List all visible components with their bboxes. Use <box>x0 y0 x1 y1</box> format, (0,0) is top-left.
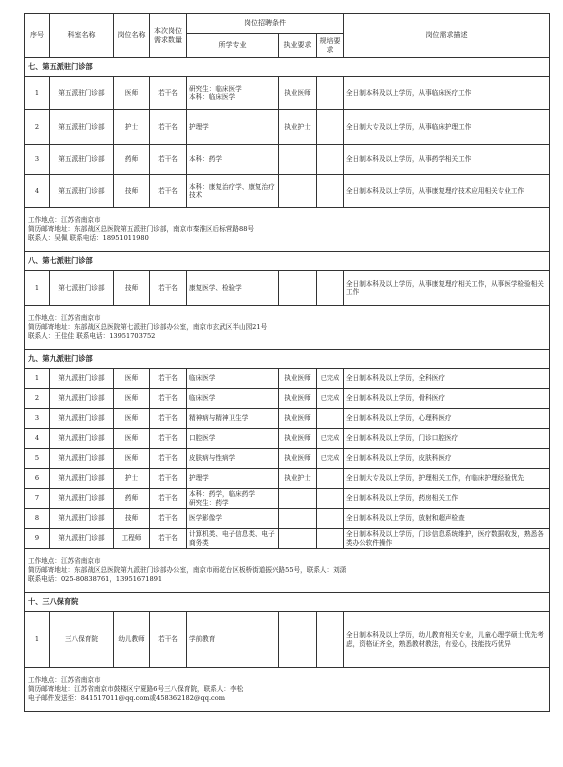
cell-license: 执业医师 <box>279 389 317 409</box>
cell-training <box>317 271 344 306</box>
cell-dept: 第九派驻门诊部 <box>50 489 114 509</box>
cell-no: 8 <box>25 509 50 529</box>
cell-no: 1 <box>25 612 50 668</box>
cell-dept: 第七派驻门诊部 <box>50 271 114 306</box>
cell-no: 7 <box>25 489 50 509</box>
cell-license: 执业医师 <box>279 77 317 110</box>
cell-description: 全日制本科及以上学历，心理科医疗 <box>344 409 550 429</box>
cell-no: 2 <box>25 389 50 409</box>
cell-post: 护士 <box>114 110 150 145</box>
cell-no: 1 <box>25 77 50 110</box>
cell-dept: 第九派驻门诊部 <box>50 529 114 549</box>
header-license: 执业要求 <box>279 34 317 58</box>
cell-post: 幼儿教师 <box>114 612 150 668</box>
table-row <box>25 409 550 429</box>
cell-training: 已完成 <box>317 429 344 449</box>
cell-count: 若干名 <box>150 509 187 529</box>
cell-post: 医师 <box>114 429 150 449</box>
cell-training <box>317 175 344 208</box>
cell-license <box>279 489 317 509</box>
cell-post: 护士 <box>114 469 150 489</box>
cell-count: 若干名 <box>150 77 187 110</box>
cell-description: 全日制本科及以上学历，门诊信息系统维护，医疗数据收发，熟悉各类办公软件操作 <box>344 529 550 549</box>
table-row <box>25 429 550 449</box>
contact-info-line: 联系电话：025-80838761，13951671891 <box>28 574 163 583</box>
table-row <box>25 529 550 549</box>
cell-count: 若干名 <box>150 429 187 449</box>
table-row <box>25 110 550 145</box>
header-post: 岗位名称 <box>114 14 150 58</box>
cell-training <box>317 489 344 509</box>
cell-dept: 第九派驻门诊部 <box>50 389 114 409</box>
cell-major: 口腔医学 <box>187 429 279 449</box>
cell-license: 执业护士 <box>279 110 317 145</box>
cell-training: 已完成 <box>317 449 344 469</box>
contact-info-line: 联系人：王佳佳 联系电话：13951703752 <box>28 331 156 340</box>
cell-major: 学前教育 <box>187 612 279 668</box>
section-contact-info <box>25 549 550 593</box>
cell-no: 4 <box>25 175 50 208</box>
cell-training <box>317 110 344 145</box>
section-header <box>25 252 550 271</box>
table-row <box>25 612 550 668</box>
cell-dept: 第九派驻门诊部 <box>50 469 114 489</box>
contact-info-cell <box>25 208 550 252</box>
cell-dept: 第五派驻门诊部 <box>50 175 114 208</box>
cell-count: 若干名 <box>150 175 187 208</box>
cell-license: 执业医师 <box>279 369 317 389</box>
cell-no: 3 <box>25 145 50 175</box>
cell-no: 2 <box>25 110 50 145</box>
header-dept: 科室名称 <box>50 14 114 58</box>
contact-info-line: 简历邮寄地址：江苏省南京市鼓楼区宁夏路6号三八保育院，联系人：李松 <box>28 685 244 694</box>
cell-no: 1 <box>25 271 50 306</box>
contact-info-line: 工作地点：江苏省南京市 <box>28 676 101 685</box>
cell-training <box>317 509 344 529</box>
contact-info-line: 工作地点：江苏省南京市 <box>28 216 101 225</box>
table-row <box>25 449 550 469</box>
cell-description: 全日制本科及以上学历，门诊口腔医疗 <box>344 429 550 449</box>
cell-description: 全日制本科及以上学历，骨科医疗 <box>344 389 550 409</box>
recruitment-table <box>24 13 550 712</box>
cell-description: 全日制本科及以上学历，药房相关工作 <box>344 489 550 509</box>
cell-major: 皮肤病与性病学 <box>187 449 279 469</box>
cell-dept: 第九派驻门诊部 <box>50 409 114 429</box>
cell-count: 若干名 <box>150 110 187 145</box>
cell-post: 技师 <box>114 175 150 208</box>
cell-license <box>279 175 317 208</box>
section-contact-info <box>25 668 550 712</box>
cell-major: 医学影像学 <box>187 509 279 529</box>
cell-no: 9 <box>25 529 50 549</box>
cell-license <box>279 612 317 668</box>
section-title: 七、第五派驻门诊部 <box>25 58 550 77</box>
cell-dept: 第五派驻门诊部 <box>50 77 114 110</box>
section-contact-info <box>25 306 550 350</box>
cell-dept: 第九派驻门诊部 <box>50 369 114 389</box>
cell-major: 计算机类、电子信息类、电子商务类 <box>187 529 279 549</box>
cell-post: 工程师 <box>114 529 150 549</box>
cell-count: 若干名 <box>150 409 187 429</box>
cell-training <box>317 469 344 489</box>
cell-description: 全日制本科及以上学历，幼儿教育相关专业，儿童心理学硕士优先考虑，资格证齐全，熟悉教材教法，有爱心，技能技巧优异 <box>344 612 550 668</box>
cell-major: 康复医学、检验学 <box>187 271 279 306</box>
cell-post: 医师 <box>114 77 150 110</box>
cell-post: 技师 <box>114 509 150 529</box>
cell-no: 1 <box>25 369 50 389</box>
cell-count: 若干名 <box>150 489 187 509</box>
cell-no: 3 <box>25 409 50 429</box>
cell-license <box>279 271 317 306</box>
cell-description: 全日制本科及以上学历，从事药学相关工作 <box>344 145 550 175</box>
cell-training: 已完成 <box>317 369 344 389</box>
section-title: 八、第七派驻门诊部 <box>25 252 550 271</box>
cell-major: 本科：药学，临床药学 研究生：药学 <box>187 489 279 509</box>
cell-training: 已完成 <box>317 389 344 409</box>
cell-training <box>317 77 344 110</box>
header-count: 本次岗位需求数量 <box>150 14 187 58</box>
cell-description: 全日制本科及以上学历，从事康复理疗相关工作，从事医学检验相关工作 <box>344 271 550 306</box>
cell-description: 全日制本科及以上学历，皮肤科医疗 <box>344 449 550 469</box>
section-title: 九、第九派驻门诊部 <box>25 350 550 369</box>
contact-info-line: 工作地点：江苏省南京市 <box>28 557 101 566</box>
table-row <box>25 389 550 409</box>
cell-no: 5 <box>25 449 50 469</box>
cell-dept: 第九派驻门诊部 <box>50 429 114 449</box>
header-training: 规培要求 <box>317 34 344 58</box>
section-title: 十、三八保育院 <box>25 593 550 612</box>
cell-major: 护理学 <box>187 469 279 489</box>
cell-count: 若干名 <box>150 271 187 306</box>
section-header <box>25 58 550 77</box>
section-header <box>25 593 550 612</box>
header-no: 序号 <box>25 14 50 58</box>
cell-major: 护理学 <box>187 110 279 145</box>
cell-post: 医师 <box>114 449 150 469</box>
cell-post: 医师 <box>114 389 150 409</box>
cell-description: 全日制大专及以上学历，护理相关工作，有临床护理经验优先 <box>344 469 550 489</box>
cell-post: 医师 <box>114 409 150 429</box>
cell-no: 6 <box>25 469 50 489</box>
cell-training <box>317 145 344 175</box>
cell-count: 若干名 <box>150 145 187 175</box>
cell-major: 精神病与精神卫生学 <box>187 409 279 429</box>
table-row <box>25 489 550 509</box>
cell-count: 若干名 <box>150 612 187 668</box>
contact-info-line: 简历邮寄地址：东部战区总医院第九派驻门诊部办公室，南京市雨花台区板桥街道振兴路55号，联系人：刘潇 <box>28 566 347 575</box>
cell-license: 执业医师 <box>279 409 317 429</box>
cell-post: 药师 <box>114 145 150 175</box>
header-conditions: 岗位招聘条件 <box>187 14 344 34</box>
cell-post: 药师 <box>114 489 150 509</box>
cell-training <box>317 612 344 668</box>
section-contact-info <box>25 208 550 252</box>
section-header <box>25 350 550 369</box>
cell-training <box>317 409 344 429</box>
cell-license <box>279 145 317 175</box>
cell-count: 若干名 <box>150 389 187 409</box>
cell-description: 全日制本科及以上学历，从事康复理疗技术应用相关专业工作 <box>344 175 550 208</box>
cell-dept: 三八保育院 <box>50 612 114 668</box>
cell-post: 技师 <box>114 271 150 306</box>
cell-count: 若干名 <box>150 369 187 389</box>
cell-license: 执业护士 <box>279 469 317 489</box>
contact-info-line: 工作地点：江苏省南京市 <box>28 314 101 323</box>
header-description: 岗位需求描述 <box>344 14 550 58</box>
contact-info-cell <box>25 668 550 712</box>
cell-description: 全日制大专及以上学历，从事临床护理工作 <box>344 110 550 145</box>
cell-post: 医师 <box>114 369 150 389</box>
contact-info-line: 电子邮件发送至：841517011@qq.com或458362182@qq.com <box>28 693 225 702</box>
header-major: 所学专业 <box>187 34 279 58</box>
table-row <box>25 175 550 208</box>
cell-license <box>279 529 317 549</box>
recruitment-table-sheet <box>24 13 549 712</box>
cell-license <box>279 509 317 529</box>
table-row <box>25 469 550 489</box>
cell-description: 全日制本科及以上学历，从事临床医疗工作 <box>344 77 550 110</box>
cell-dept: 第五派驻门诊部 <box>50 145 114 175</box>
cell-dept: 第九派驻门诊部 <box>50 449 114 469</box>
cell-dept: 第五派驻门诊部 <box>50 110 114 145</box>
cell-no: 4 <box>25 429 50 449</box>
table-row <box>25 271 550 306</box>
cell-training <box>317 529 344 549</box>
cell-count: 若干名 <box>150 449 187 469</box>
contact-info-line: 联系人：吴佩 联系电话：18951011980 <box>28 233 149 242</box>
table-row <box>25 77 550 110</box>
table-row <box>25 369 550 389</box>
cell-description: 全日制本科及以上学历，放射和超声检查 <box>344 509 550 529</box>
contact-info-cell <box>25 306 550 350</box>
table-row <box>25 145 550 175</box>
cell-count: 若干名 <box>150 469 187 489</box>
cell-major: 研究生：临床医学 本科：临床医学 <box>187 77 279 110</box>
contact-info-line: 简历邮寄地址：东部战区总医院第五派驻门诊部，南京市秦淮区后标营路88号 <box>28 225 254 234</box>
cell-major: 本科：康复治疗学、康复治疗技术 <box>187 175 279 208</box>
cell-major: 本科：药学 <box>187 145 279 175</box>
cell-count: 若干名 <box>150 529 187 549</box>
cell-major: 临床医学 <box>187 369 279 389</box>
table-row <box>25 509 550 529</box>
cell-license: 执业医师 <box>279 429 317 449</box>
cell-description: 全日制本科及以上学历，全科医疗 <box>344 369 550 389</box>
cell-license: 执业医师 <box>279 449 317 469</box>
contact-info-line: 简历邮寄地址：东部战区总医院第七派驻门诊部办公室，南京市玄武区半山园21号 <box>28 323 268 332</box>
cell-major: 临床医学 <box>187 389 279 409</box>
contact-info-cell <box>25 549 550 593</box>
cell-dept: 第九派驻门诊部 <box>50 509 114 529</box>
